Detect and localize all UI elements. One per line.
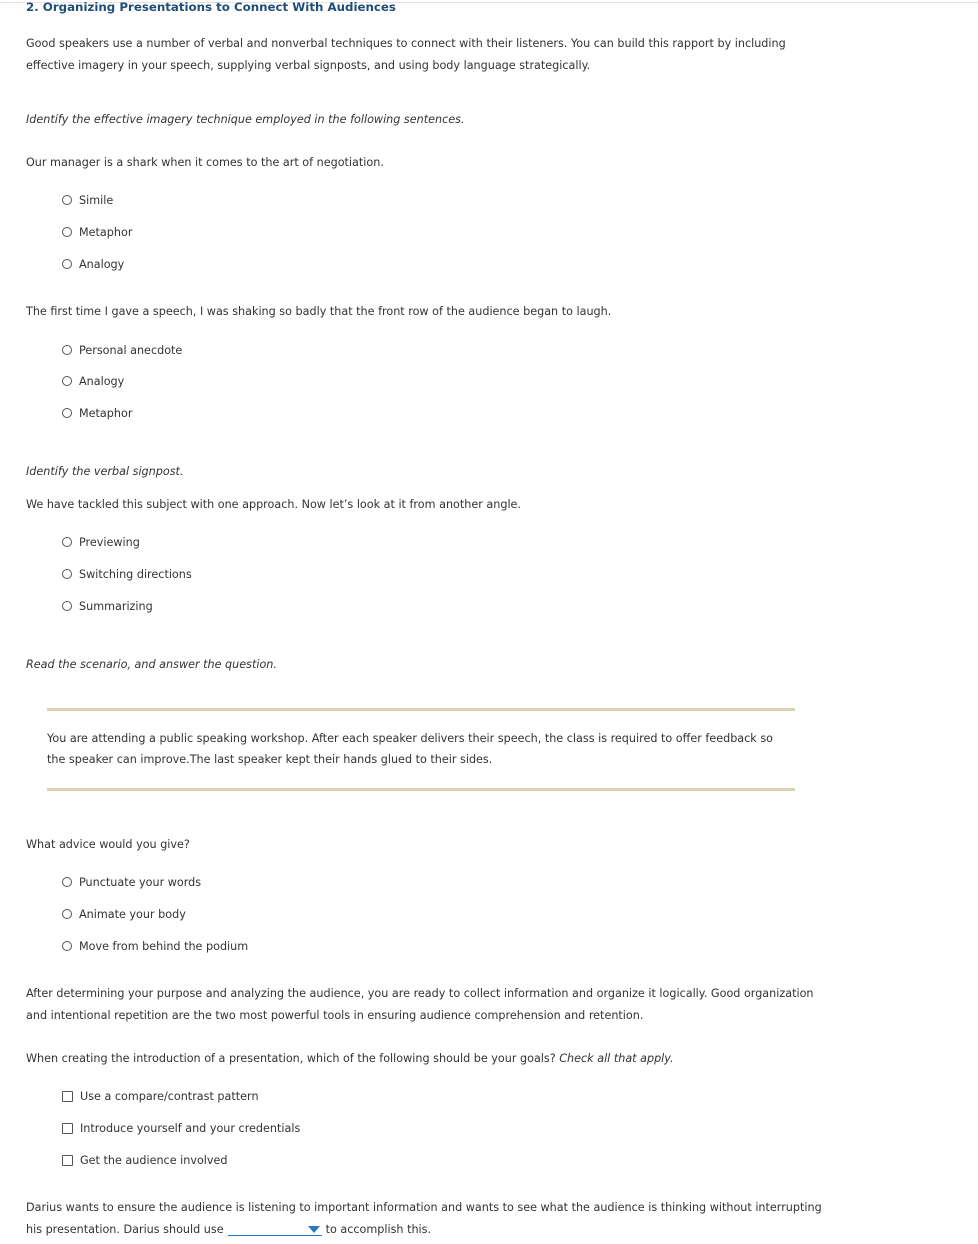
scenario-top-border bbox=[47, 708, 795, 711]
signpost-instruction: Identify the verbal signpost. bbox=[26, 465, 184, 478]
q4-option-animate-body[interactable] bbox=[62, 906, 186, 922]
checkbox[interactable] bbox=[62, 1155, 73, 1166]
radio-button[interactable] bbox=[62, 909, 72, 919]
q2-option-personal-anecdote[interactable] bbox=[62, 342, 182, 358]
radio-button[interactable] bbox=[62, 345, 72, 355]
option-label: Personal anecdote bbox=[79, 343, 183, 357]
q6-text-after: to accomplish this. bbox=[325, 1223, 432, 1236]
checkbox[interactable] bbox=[62, 1091, 73, 1102]
option-label: Punctuate your words bbox=[79, 875, 202, 889]
radio-button[interactable] bbox=[62, 941, 72, 951]
radio-button[interactable] bbox=[62, 227, 72, 237]
q5-option-audience-involved[interactable] bbox=[62, 1152, 228, 1168]
scenario-instruction: Read the scenario, and answer the question. bbox=[26, 658, 277, 671]
q3-option-previewing[interactable] bbox=[62, 534, 140, 550]
option-label: Analogy bbox=[79, 257, 125, 271]
radio-button[interactable] bbox=[62, 195, 72, 205]
option-label: Get the audience involved bbox=[80, 1153, 228, 1167]
radio-button[interactable] bbox=[62, 376, 72, 386]
q3-prompt: We have tackled this subject with one approach. Now let’s look at it from another angle. bbox=[26, 498, 521, 511]
q1-prompt: Our manager is a shark when it comes to the art of negotiation. bbox=[26, 156, 384, 169]
option-label: Summarizing bbox=[79, 599, 153, 613]
option-label: Analogy bbox=[79, 374, 125, 388]
chevron-down-icon[interactable] bbox=[308, 1226, 320, 1233]
q4-prompt: What advice would you give? bbox=[26, 838, 190, 851]
option-label: Animate your body bbox=[79, 907, 186, 921]
q1-option-simile[interactable] bbox=[62, 192, 113, 208]
q5-prompt bbox=[26, 1048, 826, 1070]
checkbox[interactable] bbox=[62, 1123, 73, 1134]
option-label: Previewing bbox=[79, 535, 140, 549]
q5-prompt-text: When creating the introduction of a presentation, which of the following should be your goals? bbox=[26, 1052, 556, 1065]
radio-button[interactable] bbox=[62, 408, 72, 418]
option-label: Simile bbox=[79, 193, 114, 207]
option-label: Metaphor bbox=[79, 406, 133, 420]
q6-text-before: Darius wants to ensure the audience is listening to important information and wants to see what the audience is thinking without interrupting his presentation. Darius should use bbox=[26, 1201, 822, 1236]
q3-option-switching-directions[interactable] bbox=[62, 566, 192, 582]
q1-option-analogy[interactable] bbox=[62, 256, 124, 272]
section-title: 2. Organizing Presentations to Connect With Audiences bbox=[26, 0, 396, 14]
radio-button[interactable] bbox=[62, 537, 72, 547]
q6-sentence bbox=[26, 1197, 826, 1241]
q2-option-metaphor[interactable] bbox=[62, 405, 132, 421]
scenario-bottom-border bbox=[47, 788, 795, 791]
q5-option-compare-contrast[interactable] bbox=[62, 1088, 259, 1104]
q5-option-introduce-yourself[interactable] bbox=[62, 1120, 300, 1136]
q4-option-punctuate[interactable] bbox=[62, 874, 201, 890]
radio-button[interactable] bbox=[62, 877, 72, 887]
organization-paragraph: After determining your purpose and analyzing the audience, you are ready to collect information and organize it logically. Good organization and intentional repetition are the two most powerful tools in ensuring audience comprehension and retention. bbox=[26, 987, 814, 1022]
q1-option-metaphor[interactable] bbox=[62, 224, 132, 240]
q5-prompt-emphasis: Check all that apply. bbox=[559, 1052, 674, 1065]
radio-button[interactable] bbox=[62, 569, 72, 579]
option-label: Move from behind the podium bbox=[79, 939, 249, 953]
q2-option-analogy[interactable] bbox=[62, 373, 124, 389]
radio-button[interactable] bbox=[62, 601, 72, 611]
option-label: Introduce yourself and your credentials bbox=[80, 1121, 301, 1135]
option-label: Metaphor bbox=[79, 225, 133, 239]
q4-option-move-podium[interactable] bbox=[62, 938, 248, 954]
option-label: Use a compare/contrast pattern bbox=[80, 1089, 259, 1103]
option-label: Switching directions bbox=[79, 567, 192, 581]
imagery-instruction: Identify the effective imagery technique employed in the following sentences. bbox=[26, 113, 465, 126]
q6-dropdown[interactable] bbox=[228, 1221, 322, 1236]
q2-prompt: The first time I gave a speech, I was shaking so badly that the front row of the audience began to laugh. bbox=[26, 305, 612, 318]
scenario-text: You are attending a public speaking workshop. After each speaker delivers their speech, the class is required to offer feedback so the speaker can improve.The last speaker kept their hands glued to their sides. bbox=[47, 732, 774, 766]
intro-paragraph: Good speakers use a number of verbal and nonverbal techniques to connect with their listeners. You can build this rapport by including effective imagery in your speech, supplying verbal signposts, and using body language strategically. bbox=[26, 37, 786, 72]
q3-option-summarizing[interactable] bbox=[62, 598, 153, 614]
radio-button[interactable] bbox=[62, 259, 72, 269]
